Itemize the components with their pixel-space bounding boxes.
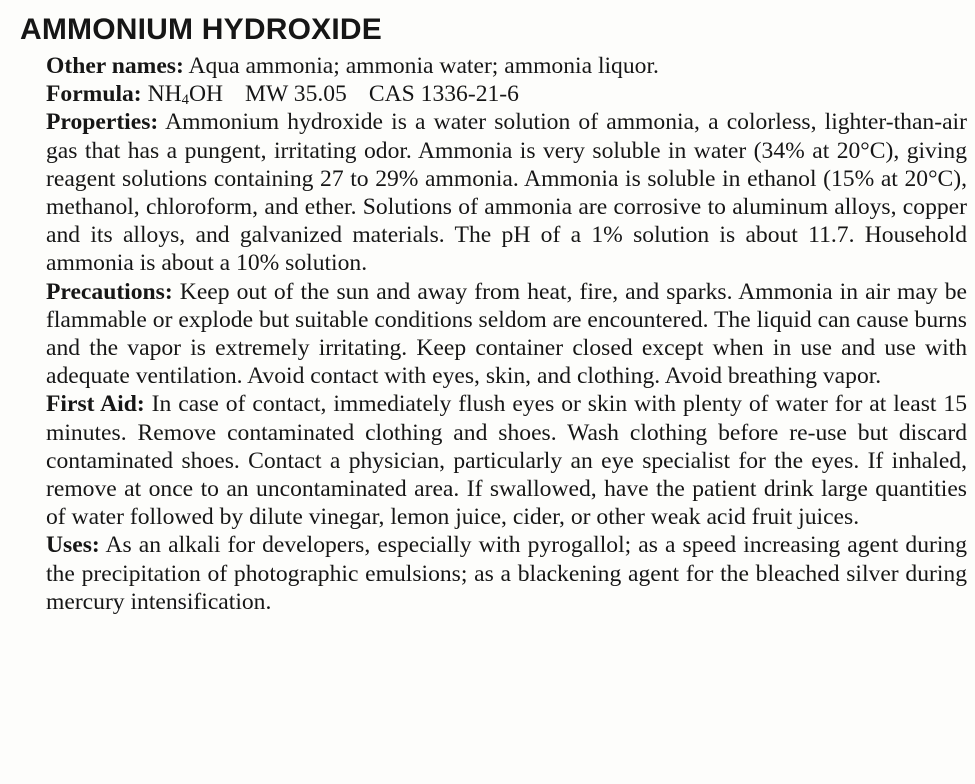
- properties-label: Properties:: [46, 109, 159, 136]
- entry-body: [20, 52, 975, 616]
- first-aid-label: First Aid:: [46, 391, 145, 418]
- uses-paragraph: [20, 531, 967, 616]
- entry-title: AMMONIUM HYDROXIDE: [20, 13, 382, 46]
- uses-text: As an alkali for developers, especially with pyrogallol; as a speed increasing agent during the precipitation of photographic emulsions; as a blackening agent for the bleached silver during mercury intensification.: [46, 532, 968, 615]
- properties-text: Ammonium hydroxide is a water solution of ammonia, a colorless, lighter-than-air gas that has a pungent, irritating odor. Ammonia is very soluble in water (34% at 20°C), giving reagent solutions containing 27 to 29% ammonia. Ammonia is soluble in ethanol (15% at 20°C), methanol, chloroform, and ether. Solutions of ammonia are corrosive to aluminum alloys, copper and its alloys, and galvanized materials. The pH of a 1% solution is about 11.7. Household ammonia is about a 10% solution.: [46, 109, 967, 277]
- other-names-line: [20, 52, 975, 80]
- formula-line: [20, 80, 975, 108]
- first-aid-text: In case of contact, immediately flush eyes or skin with plenty of water for at least 15 minutes. Remove contaminated clothing and shoes. Wash clothing before re-use but discard contaminated shoes. Contact a physician, particularly an eye specialist for the eyes. If inhaled, remove at once to an uncontaminated area. If swallowed, have the patient drink large quantities of water followed by dilute vinegar, lemon juice, cider, or other weak acid fruit juices.: [46, 391, 967, 531]
- other-names-label: Other names:: [46, 53, 184, 79]
- formula-tail: OH: [188, 81, 224, 108]
- precautions-paragraph: [20, 278, 967, 391]
- uses-label: Uses:: [46, 532, 100, 559]
- formula-subscript: 4: [181, 92, 189, 109]
- first-aid-paragraph: [20, 390, 967, 531]
- cas-number: CAS 1336-21-6: [368, 81, 519, 108]
- formula-main: NH: [147, 81, 182, 108]
- properties-paragraph: [20, 108, 967, 277]
- precautions-label: Precautions:: [46, 278, 173, 305]
- other-names-text: Aqua ammonia; ammonia water; ammonia liquor.: [188, 53, 659, 79]
- formula-value: [148, 81, 223, 107]
- molecular-weight: MW 35.05: [245, 81, 347, 108]
- formula-label: Formula:: [46, 81, 142, 108]
- precautions-text: Keep out of the sun and away from heat, fire, and sparks. Ammonia in air may be flammable or explode but suitable conditions seldom are encountered. The liquid can cause burns and the vapor is extremely irritating. Keep container closed except when in use and use with adequate ventilation. Avoid contact with eyes, skin, and clothing. Avoid breathing vapor.: [46, 278, 967, 390]
